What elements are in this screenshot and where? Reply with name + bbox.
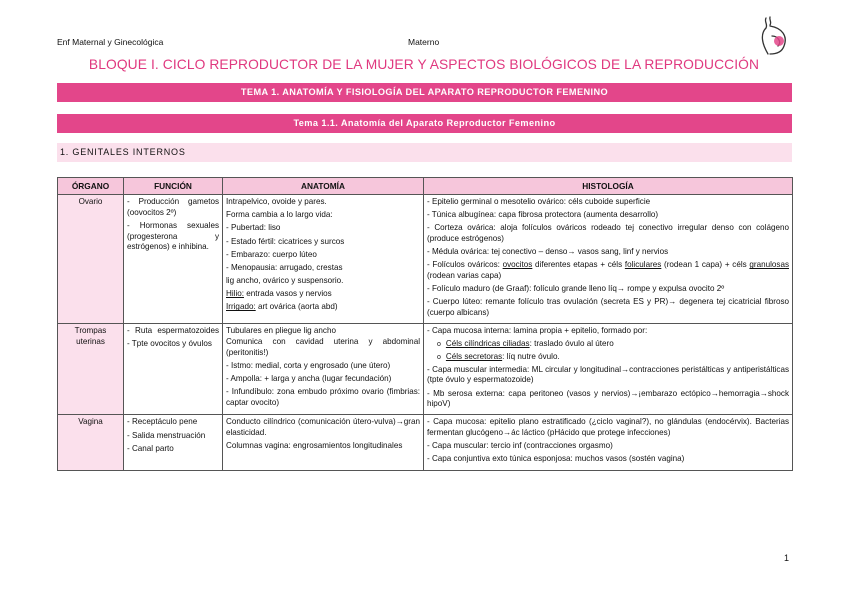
term-ovocitos: ovocitos <box>502 260 533 270</box>
anatomia-line <box>226 289 420 300</box>
text-run: diferentes etapas + céls <box>532 260 625 270</box>
histologia-line: - Capa conjuntiva exto túnica esponjosa: muchos vasos (sostén vagina) <box>427 454 685 464</box>
text-run: (rodean 1 capa) + céls <box>661 260 750 270</box>
anatomia-line: Tubulares en pliegue lig ancho <box>226 326 336 336</box>
text-run: - Folículos ováricos: <box>427 260 503 270</box>
anatomia-cell <box>223 195 424 324</box>
histologia-cell <box>424 195 793 324</box>
funcion-item: - Canal parto <box>127 443 174 453</box>
anatomia-line: Comunica con cavidad uterina y abdominal (peritonitis!) <box>226 336 420 357</box>
histologia-line: - Folículo maduro (de Graaf): folículo grande lleno líq→ rompe y expulsa ovocito 2º <box>427 284 725 294</box>
histologia-line: - Cuerpo lúteo: remante folículo tras ovulación (secreta ES y PR)→ degenera tej cicatricial fibroso (cuerpo albicans) <box>427 297 789 318</box>
histologia-subitem <box>427 352 789 363</box>
term-cels-ciliadas: Céls cilíndricas ciliadas <box>445 339 530 349</box>
col-header-organo: ÓRGANO <box>58 178 124 195</box>
organ-cell: Ovario <box>58 195 124 324</box>
text-run: (rodean varias capa) <box>427 271 502 281</box>
term-text: art ovárica (aorta abd) <box>255 302 338 312</box>
term-hilio: Hilio: <box>226 289 244 299</box>
text-run: : traslado óvulo al útero <box>529 339 614 349</box>
anatomia-line: Conducto cilíndrico (comunicación útero-vulva)→gran elasticidad. <box>226 417 420 438</box>
histologia-line: - Capa muscular: tercio inf (contracciones orgasmo) <box>427 441 613 451</box>
histologia-line: - Epitelio germinal o mesotelio ovárico: céls cuboide superficie <box>427 197 651 206</box>
anatomia-cell <box>223 415 424 470</box>
funcion-item: - Ruta espermatozoides <box>127 326 219 336</box>
table-header-row <box>58 178 793 195</box>
funcion-cell <box>124 324 223 415</box>
funcion-item: - Receptáculo pene <box>127 417 198 427</box>
anatomia-line: Forma cambia a lo largo vida: <box>226 210 333 220</box>
anatomia-line <box>226 302 420 313</box>
funcion-item: - Hormonas sexuales (progesterona y estrógenos) e inhibina. <box>127 220 219 252</box>
histologia-cell <box>424 324 793 415</box>
histologia-line: - Capa mucosa interna: lamina propia + epitelio, formado por: <box>427 326 648 336</box>
anatomia-line: Columnas vagina: engrosamientos longitudinales <box>226 441 403 451</box>
histologia-line: - Mb serosa externa: capa peritoneo (vasos y nervios)→¡embarazo ectópico→hemorragia→shock hipoV) <box>427 388 789 409</box>
funcion-item: - Salida menstruación <box>127 430 206 440</box>
histologia-line <box>427 260 789 281</box>
histologia-line: - Capa mucosa: epitelio plano estratificado (¿ciclo vaginal?), no glándulas (endocérvix). Bacterias fermentan glucógeno→ác láctico (pHácido que protege infecciones) <box>427 417 789 438</box>
col-header-histologia: HISTOLOGÍA <box>424 178 793 195</box>
funcion-item: - Tpte ovocitos y óvulos <box>127 339 212 349</box>
term-irrigado: Irrigado: <box>226 302 256 312</box>
tema-banner: TEMA 1. ANATOMÍA Y FISIOLOGÍA DEL APARATO REPRODUCTOR FEMENINO <box>57 83 792 102</box>
table-row <box>58 415 793 470</box>
funcion-cell <box>124 195 223 324</box>
anatomia-line: lig ancho, ovárico y suspensorio. <box>226 276 344 286</box>
anatomia-line: - Menopausia: arrugado, crestas <box>226 262 343 272</box>
anatomia-line: - Pubertad: liso <box>226 223 281 233</box>
header-subject: Enf Maternal y Ginecológica <box>57 37 164 47</box>
page-number: 1 <box>784 553 790 563</box>
funcion-item: - Producción gametos (oovocitos 2º) <box>127 197 219 217</box>
funcion-cell <box>124 415 223 470</box>
col-header-anatomia: ANATOMÍA <box>223 178 424 195</box>
text-run: : líq nutre óvulo. <box>502 352 560 362</box>
term-granulosas: granulosas <box>749 260 789 270</box>
anatomia-line: - Istmo: medial, corta y engrosado (une útero) <box>226 360 391 370</box>
subtema-banner: Tema 1.1. Anatomía del Aparato Reproductor Femenino <box>57 114 792 133</box>
histologia-line: - Capa muscular intermedia: ML circular y longitudinal→contracciones peristálticas y antiperistálticas (tpte óvulo y espermatozoide) <box>427 364 789 385</box>
term-text: entrada vasos y nervios <box>244 289 332 299</box>
organ-cell: Vagina <box>58 415 124 470</box>
histologia-line: - Túnica albugínea: capa fibrosa protectora (aumenta desarrollo) <box>427 210 659 220</box>
anatomia-line: - Estado fértil: cicatrices y surcos <box>226 236 345 246</box>
table-row <box>58 324 793 415</box>
genitales-internos-table <box>57 177 793 471</box>
histologia-line: - Médula ovárica: tej conectivo – denso→ vasos sang, linf y nervios <box>427 247 669 257</box>
histologia-subitem <box>427 339 789 350</box>
anatomia-line: - Ampolla: + larga y ancha (lugar fecundación) <box>226 373 392 383</box>
anatomia-line: - Embarazo: cuerpo lúteo <box>226 249 317 259</box>
term-cels-secretoras: Céls secretoras <box>445 352 503 362</box>
histologia-cell <box>424 415 793 470</box>
anatomia-line: Intrapelvico, ovoide y pares. <box>226 197 327 206</box>
histologia-line: - Corteza ovárica: aloja folículos ováricos rodeado tej conectivo irregular denso con colágeno (produce estrógenos) <box>427 223 789 244</box>
page-title: BLOQUE I. CICLO REPRODUCTOR DE LA MUJER Y ASPECTOS BIOLÓGICOS DE LA REPRODUCCIÓN <box>88 57 760 72</box>
table-row <box>58 195 793 324</box>
pregnant-woman-icon <box>756 14 796 58</box>
anatomia-cell <box>223 324 424 415</box>
organ-cell: Trompas uterinas <box>58 324 124 415</box>
term-foliculares: foliculares <box>624 260 662 270</box>
header-section: Materno <box>408 37 440 47</box>
section-heading: 1. GENITALES INTERNOS <box>57 143 792 162</box>
col-header-funcion: FUNCIÓN <box>124 178 223 195</box>
anatomia-line: - Infundíbulo: zona embudo próximo ovario (fimbrias: captar ovocito) <box>226 387 420 407</box>
